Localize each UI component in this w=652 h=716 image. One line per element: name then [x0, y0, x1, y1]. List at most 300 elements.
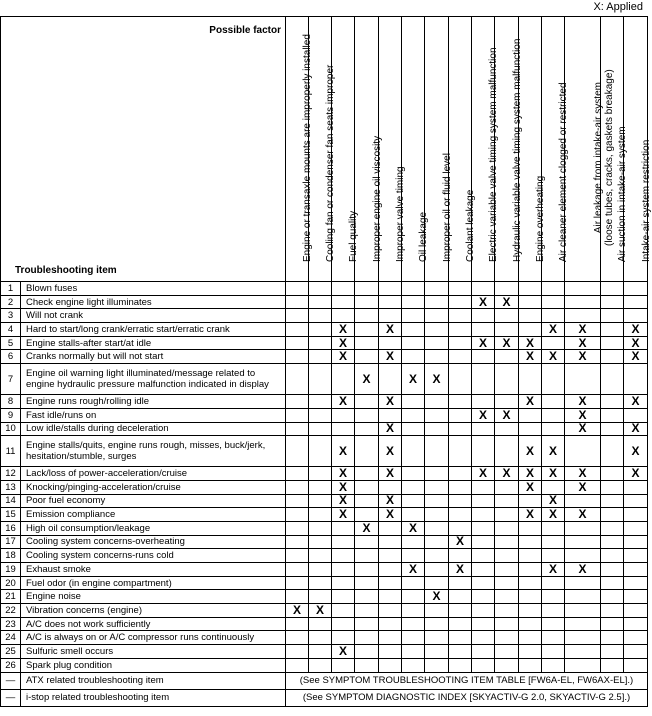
- empty-cell: [565, 295, 601, 309]
- empty-cell: [542, 617, 565, 631]
- factor-label: Engine overheating: [535, 175, 546, 262]
- empty-cell: [286, 563, 309, 577]
- empty-cell: [449, 631, 472, 645]
- empty-cell: [332, 549, 355, 563]
- empty-cell: [601, 480, 624, 494]
- empty-cell: [601, 467, 624, 481]
- empty-cell: [449, 309, 472, 323]
- empty-cell: [624, 563, 648, 577]
- empty-cell: [624, 645, 648, 659]
- empty-cell: [542, 480, 565, 494]
- row-item: Engine runs rough/rolling idle: [21, 395, 286, 409]
- empty-cell: [495, 604, 519, 618]
- table-row: [1, 467, 648, 481]
- empty-cell: [402, 590, 425, 604]
- empty-cell: [449, 576, 472, 590]
- empty-cell: [624, 364, 648, 395]
- empty-cell: [355, 563, 379, 577]
- empty-cell: [379, 549, 402, 563]
- empty-cell: [402, 350, 425, 364]
- row-number: 12: [1, 467, 21, 481]
- empty-cell: [379, 309, 402, 323]
- empty-cell: [355, 658, 379, 672]
- table-row: [1, 395, 648, 409]
- applied-mark: X: [565, 467, 601, 481]
- applied-mark: X: [379, 350, 402, 364]
- empty-cell: [601, 350, 624, 364]
- empty-cell: [565, 576, 601, 590]
- table-row: [1, 364, 648, 395]
- empty-cell: [601, 508, 624, 522]
- empty-cell: [309, 467, 332, 481]
- row-number: 24: [1, 631, 21, 645]
- empty-cell: [286, 295, 309, 309]
- empty-cell: [402, 282, 425, 296]
- empty-cell: [309, 658, 332, 672]
- empty-cell: [601, 408, 624, 422]
- empty-cell: [402, 508, 425, 522]
- factor-label: Improper engine oil viscosity: [371, 135, 383, 262]
- empty-cell: [449, 467, 472, 481]
- empty-cell: [519, 364, 542, 395]
- table-row: [1, 323, 648, 337]
- empty-cell: [449, 323, 472, 337]
- empty-cell: [624, 658, 648, 672]
- applied-mark: X: [472, 408, 495, 422]
- empty-cell: [519, 617, 542, 631]
- empty-cell: [355, 590, 379, 604]
- empty-cell: [519, 521, 542, 535]
- empty-cell: [402, 309, 425, 323]
- empty-cell: [449, 617, 472, 631]
- row-item: Blown fuses: [21, 282, 286, 296]
- applied-mark: X: [332, 494, 355, 508]
- empty-cell: [379, 617, 402, 631]
- empty-cell: [355, 549, 379, 563]
- empty-cell: [519, 604, 542, 618]
- empty-cell: [425, 521, 449, 535]
- empty-cell: [286, 494, 309, 508]
- empty-cell: [402, 645, 425, 659]
- empty-cell: [472, 645, 495, 659]
- factor-label: Air cleaner element clogged or restricted: [558, 82, 569, 262]
- row-item: Cooling system concerns-overheating: [21, 535, 286, 549]
- applied-mark: X: [472, 336, 495, 350]
- applied-mark: X: [355, 521, 379, 535]
- empty-cell: [379, 480, 402, 494]
- empty-cell: [355, 408, 379, 422]
- applied-mark: X: [402, 563, 425, 577]
- factor-label: Electric variable valve timing system malfunction: [488, 47, 499, 262]
- empty-cell: [519, 408, 542, 422]
- applied-mark: X: [379, 436, 402, 467]
- empty-cell: [542, 645, 565, 659]
- applied-mark: X: [624, 350, 648, 364]
- empty-cell: [286, 364, 309, 395]
- empty-cell: [542, 336, 565, 350]
- applied-mark: X: [332, 395, 355, 409]
- empty-cell: [425, 494, 449, 508]
- header-corner: [1, 17, 286, 282]
- legend: X: Applied: [593, 1, 643, 13]
- empty-cell: [495, 549, 519, 563]
- empty-cell: [402, 549, 425, 563]
- empty-cell: [542, 535, 565, 549]
- applied-mark: X: [542, 350, 565, 364]
- empty-cell: [355, 336, 379, 350]
- row-number: 7: [1, 364, 21, 395]
- empty-cell: [425, 576, 449, 590]
- empty-cell: [601, 422, 624, 436]
- empty-cell: [425, 563, 449, 577]
- empty-cell: [495, 631, 519, 645]
- empty-cell: [519, 309, 542, 323]
- empty-cell: [332, 631, 355, 645]
- applied-mark: X: [379, 467, 402, 481]
- empty-cell: [542, 549, 565, 563]
- empty-cell: [519, 323, 542, 337]
- applied-mark: X: [519, 436, 542, 467]
- row-number: 3: [1, 309, 21, 323]
- empty-cell: [379, 645, 402, 659]
- empty-cell: [565, 364, 601, 395]
- table-row: [1, 336, 648, 350]
- empty-cell: [286, 576, 309, 590]
- row-number: 20: [1, 576, 21, 590]
- row-item: Sulfuric smell occurs: [21, 645, 286, 659]
- factor-label: Intake-air system restriction: [640, 139, 652, 262]
- empty-cell: [286, 535, 309, 549]
- empty-cell: [519, 535, 542, 549]
- applied-mark: X: [495, 336, 519, 350]
- empty-cell: [286, 436, 309, 467]
- empty-cell: [355, 282, 379, 296]
- empty-cell: [495, 494, 519, 508]
- factor-header: [472, 17, 499, 282]
- empty-cell: [472, 395, 495, 409]
- applied-mark: X: [542, 494, 565, 508]
- applied-mark: X: [332, 323, 355, 337]
- empty-cell: [309, 350, 332, 364]
- empty-cell: [624, 282, 648, 296]
- factor-header: [425, 17, 453, 282]
- row-item: Poor fuel economy: [21, 494, 286, 508]
- empty-cell: [495, 364, 519, 395]
- table-row: [1, 590, 648, 604]
- factor-header: [601, 17, 628, 282]
- empty-cell: [495, 645, 519, 659]
- empty-cell: [472, 364, 495, 395]
- table-row: [1, 604, 648, 618]
- empty-cell: [472, 422, 495, 436]
- row-number: 8: [1, 395, 21, 409]
- empty-cell: [286, 549, 309, 563]
- empty-cell: [601, 494, 624, 508]
- empty-cell: [355, 467, 379, 481]
- empty-cell: [379, 576, 402, 590]
- empty-cell: [332, 576, 355, 590]
- table-row: [1, 295, 648, 309]
- empty-cell: [542, 395, 565, 409]
- applied-mark: X: [332, 336, 355, 350]
- empty-cell: [601, 336, 624, 350]
- empty-cell: [379, 563, 402, 577]
- empty-cell: [601, 631, 624, 645]
- empty-cell: [472, 436, 495, 467]
- applied-mark: X: [519, 350, 542, 364]
- applied-mark: X: [332, 480, 355, 494]
- empty-cell: [309, 436, 332, 467]
- factor-label: Coolant leakage: [465, 189, 476, 262]
- empty-cell: [519, 563, 542, 577]
- row-item: Emission compliance: [21, 508, 286, 522]
- empty-cell: [286, 480, 309, 494]
- applied-mark: X: [624, 336, 648, 350]
- empty-cell: [449, 604, 472, 618]
- applied-mark: X: [624, 436, 648, 467]
- empty-cell: [601, 295, 624, 309]
- factor-label: Improper valve timing: [395, 166, 406, 262]
- empty-cell: [449, 364, 472, 395]
- empty-cell: [286, 395, 309, 409]
- empty-cell: [425, 645, 449, 659]
- applied-mark: X: [472, 467, 495, 481]
- applied-mark: X: [624, 323, 648, 337]
- empty-cell: [286, 631, 309, 645]
- empty-cell: [379, 631, 402, 645]
- row-item: Hard to start/long crank/erratic start/erratic crank: [21, 323, 286, 337]
- empty-cell: [449, 436, 472, 467]
- empty-cell: [286, 309, 309, 323]
- empty-cell: [542, 422, 565, 436]
- empty-cell: [402, 422, 425, 436]
- applied-mark: X: [624, 395, 648, 409]
- empty-cell: [495, 590, 519, 604]
- factor-header: [379, 17, 406, 282]
- empty-cell: [355, 295, 379, 309]
- applied-mark: X: [425, 590, 449, 604]
- row-number: 19: [1, 563, 21, 577]
- empty-cell: [309, 295, 332, 309]
- empty-cell: [309, 408, 332, 422]
- empty-cell: [472, 631, 495, 645]
- empty-cell: [425, 422, 449, 436]
- empty-cell: [624, 549, 648, 563]
- reference-row: [1, 672, 648, 689]
- empty-cell: [601, 521, 624, 535]
- empty-cell: [601, 658, 624, 672]
- empty-cell: [425, 309, 449, 323]
- empty-cell: [309, 323, 332, 337]
- empty-cell: [309, 494, 332, 508]
- empty-cell: [425, 617, 449, 631]
- applied-mark: X: [355, 364, 379, 395]
- empty-cell: [355, 576, 379, 590]
- row-number: 4: [1, 323, 21, 337]
- table-row: [1, 436, 648, 467]
- empty-cell: [309, 282, 332, 296]
- factor-header: [542, 17, 569, 282]
- applied-mark: X: [565, 422, 601, 436]
- empty-cell: [402, 436, 425, 467]
- applied-mark: X: [332, 645, 355, 659]
- row-item: A/C does not work sufficiently: [21, 617, 286, 631]
- empty-cell: [624, 604, 648, 618]
- empty-cell: [449, 658, 472, 672]
- empty-cell: [495, 395, 519, 409]
- empty-cell: [425, 549, 449, 563]
- empty-cell: [309, 590, 332, 604]
- applied-mark: X: [565, 395, 601, 409]
- row-item: Engine stalls/quits, engine runs rough, misses, buck/jerk, hesitation/stumble, surges: [21, 436, 286, 467]
- empty-cell: [355, 494, 379, 508]
- empty-cell: [565, 645, 601, 659]
- empty-cell: [601, 563, 624, 577]
- row-item: ATX related troubleshooting item: [21, 672, 286, 689]
- empty-cell: [402, 604, 425, 618]
- empty-cell: [286, 467, 309, 481]
- empty-cell: [355, 508, 379, 522]
- empty-cell: [472, 576, 495, 590]
- applied-mark: X: [519, 336, 542, 350]
- empty-cell: [449, 282, 472, 296]
- empty-cell: [286, 282, 309, 296]
- reference-note: (See SYMPTOM DIAGNOSTIC INDEX [SKYACTIV-G 2.0, SKYACTIV-G 2.5].): [286, 689, 648, 706]
- empty-cell: [601, 395, 624, 409]
- factor-label: Cooling fan or condenser fan seats improper: [325, 64, 336, 262]
- factor-header: [495, 17, 523, 282]
- row-item: Fuel odor (in engine compartment): [21, 576, 286, 590]
- empty-cell: [379, 658, 402, 672]
- factor-header: [519, 17, 546, 282]
- row-item: Knocking/pinging-acceleration/cruise: [21, 480, 286, 494]
- factor-label: Improper oil or fluid level: [441, 153, 453, 262]
- applied-mark: X: [565, 408, 601, 422]
- empty-cell: [601, 436, 624, 467]
- row-item: High oil consumption/leakage: [21, 521, 286, 535]
- empty-cell: [449, 336, 472, 350]
- empty-cell: [495, 617, 519, 631]
- row-item: Cranks normally but will not start: [21, 350, 286, 364]
- empty-cell: [425, 395, 449, 409]
- table-row: [1, 309, 648, 323]
- empty-cell: [402, 617, 425, 631]
- factor-header: [309, 17, 336, 282]
- empty-cell: [495, 309, 519, 323]
- row-item: Exhaust smoke: [21, 563, 286, 577]
- empty-cell: [332, 282, 355, 296]
- empty-cell: [519, 494, 542, 508]
- empty-cell: [601, 549, 624, 563]
- empty-cell: [472, 590, 495, 604]
- factor-header: [402, 17, 429, 282]
- empty-cell: [286, 422, 309, 436]
- header-row: [1, 17, 648, 282]
- applied-mark: X: [624, 422, 648, 436]
- empty-cell: [425, 508, 449, 522]
- empty-cell: [402, 480, 425, 494]
- empty-cell: [624, 576, 648, 590]
- factor-header: [565, 17, 615, 282]
- empty-cell: [542, 576, 565, 590]
- empty-cell: [379, 295, 402, 309]
- empty-cell: [309, 549, 332, 563]
- empty-cell: [449, 480, 472, 494]
- empty-cell: [332, 408, 355, 422]
- applied-mark: X: [449, 535, 472, 549]
- row-number: 26: [1, 658, 21, 672]
- empty-cell: [286, 645, 309, 659]
- table-body: [1, 282, 648, 707]
- empty-cell: [449, 590, 472, 604]
- table-row: [1, 658, 648, 672]
- row-item: A/C is always on or A/C compressor runs continuously: [21, 631, 286, 645]
- empty-cell: [309, 422, 332, 436]
- empty-cell: [309, 576, 332, 590]
- empty-cell: [495, 658, 519, 672]
- empty-cell: [332, 521, 355, 535]
- empty-cell: [601, 645, 624, 659]
- row-item: Engine oil warning light illuminated/message related to engine hydraulic pressure malfunction indicated in display: [21, 364, 286, 395]
- applied-mark: X: [542, 508, 565, 522]
- empty-cell: [601, 323, 624, 337]
- row-item: Engine noise: [21, 590, 286, 604]
- row-number: 16: [1, 521, 21, 535]
- empty-cell: [379, 364, 402, 395]
- applied-mark: X: [565, 508, 601, 522]
- empty-cell: [379, 604, 402, 618]
- empty-cell: [624, 521, 648, 535]
- empty-cell: [355, 350, 379, 364]
- factor-header: [624, 17, 652, 282]
- empty-cell: [601, 364, 624, 395]
- empty-cell: [379, 590, 402, 604]
- row-number: 15: [1, 508, 21, 522]
- row-number: —: [1, 689, 21, 706]
- empty-cell: [425, 282, 449, 296]
- table-row: [1, 508, 648, 522]
- empty-cell: [425, 658, 449, 672]
- empty-cell: [624, 408, 648, 422]
- empty-cell: [286, 408, 309, 422]
- empty-cell: [601, 604, 624, 618]
- row-item: Cooling system concerns-runs cold: [21, 549, 286, 563]
- empty-cell: [624, 494, 648, 508]
- applied-mark: X: [519, 480, 542, 494]
- table-row: [1, 480, 648, 494]
- applied-mark: X: [565, 323, 601, 337]
- row-number: 21: [1, 590, 21, 604]
- row-item: i-stop related troubleshooting item: [21, 689, 286, 706]
- row-number: 13: [1, 480, 21, 494]
- table-row: [1, 549, 648, 563]
- troubleshooting-table: [0, 16, 652, 707]
- empty-cell: [542, 658, 565, 672]
- empty-cell: [472, 535, 495, 549]
- empty-cell: [542, 309, 565, 323]
- empty-cell: [425, 295, 449, 309]
- empty-cell: [601, 576, 624, 590]
- factor-label: Oil leakage: [418, 211, 429, 262]
- empty-cell: [286, 617, 309, 631]
- row-number: 6: [1, 350, 21, 364]
- factor-header: [355, 17, 383, 282]
- empty-cell: [286, 350, 309, 364]
- empty-cell: [495, 521, 519, 535]
- empty-cell: [425, 408, 449, 422]
- empty-cell: [402, 494, 425, 508]
- empty-cell: [495, 508, 519, 522]
